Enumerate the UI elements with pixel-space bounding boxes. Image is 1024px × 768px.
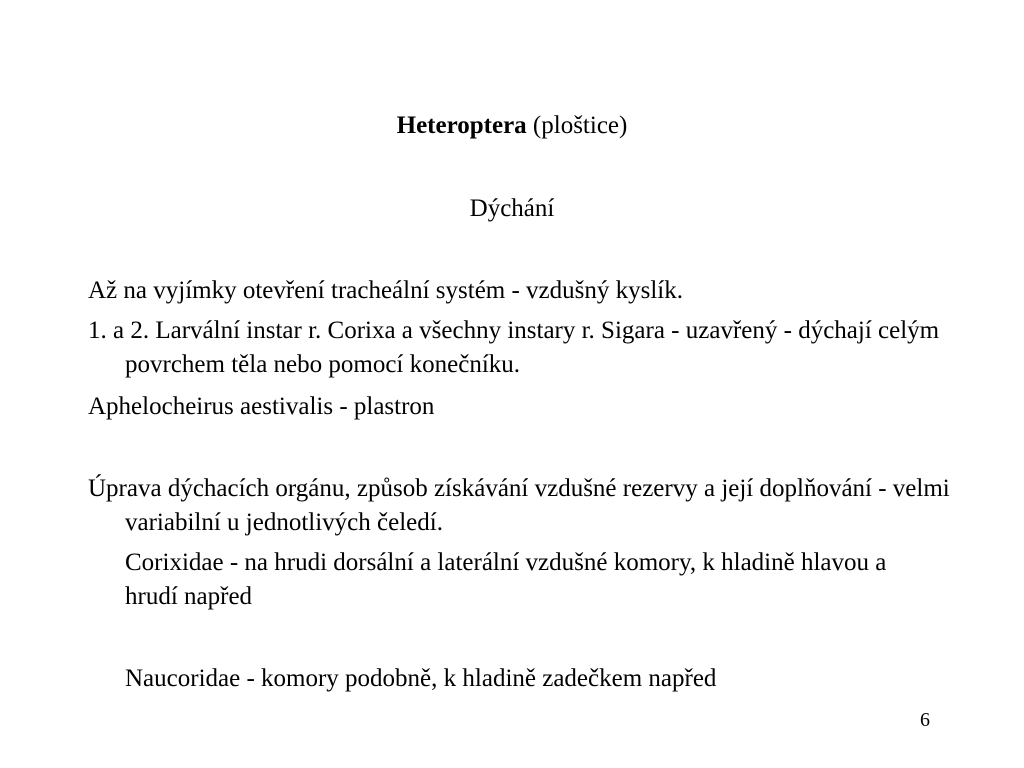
title-rest: (ploštice) xyxy=(526,112,628,139)
title-bold: Heteroptera xyxy=(396,112,527,139)
page-number: 6 xyxy=(920,709,930,731)
paragraph-tracheal-system: Až na vyjímky otevření tracheální systém - vzdušný kyslík. xyxy=(88,277,684,304)
paragraph-naucoridae: Naucoridae - komory podobně, k hladině zadečkem napřed xyxy=(125,665,717,692)
slide-title xyxy=(0,110,1024,142)
paragraph-larval-instar: 1. a 2. Larvální instar r. Corixa a všechny instary r. Sigara - uzavřený - dýchají celým povrchem těla nebo pomocí konečníku. xyxy=(88,317,940,378)
paragraph-aphelocheirus: Aphelocheirus aestivalis - plastron xyxy=(88,393,435,420)
slide-subtitle: Dýchání xyxy=(469,195,555,222)
paragraph-corixidae: Corixidae - na hrudi dorsální a laterální vzdušné komory, k hladině hlavou a hrudí napřed xyxy=(125,549,887,610)
paragraph-respiratory-organs: Úprava dýchacích orgánu, způsob získávání vzdušné rezervy a její doplňování - velmi variabilní u jednotlivých čeledí. xyxy=(88,475,950,536)
